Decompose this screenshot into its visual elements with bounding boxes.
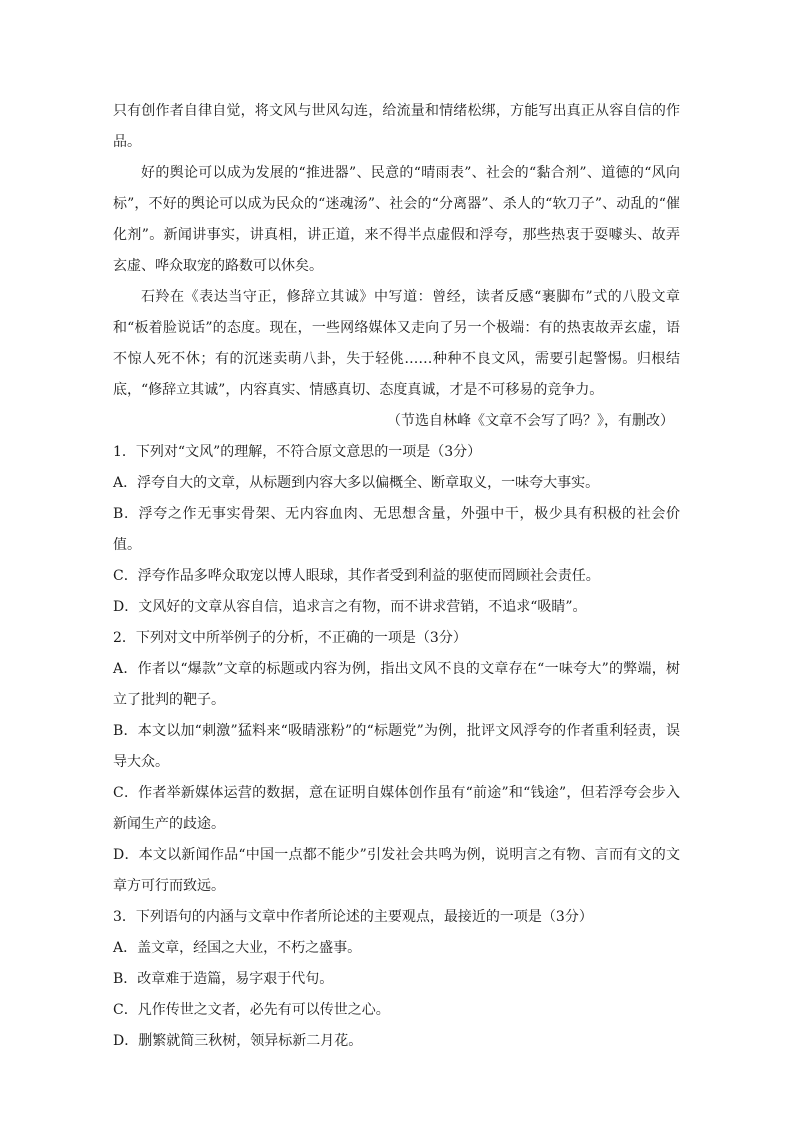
question-3-option-b: B．改章难于造篇，易字艰于代句。	[113, 971, 334, 987]
question-2-option-a: A．作者以“爆款”文章的标题或内容为例，指出文风不良的文章存在“一味夸大”的弊端，树立了批判的靶子。	[113, 661, 680, 708]
passage-paragraph-3: 石羚在《表达当守正，修辞立其诚》中写道：曾经，读者反感“裹脚布”式的八股文章和“板着脸说话”的态度。现在，一些网络媒体又走向了另一个极端：有的热衷故弄玄虚，语不惊人死不休；有的沉迷卖萌八卦，失于轻佻……种种不良文风，需要引起警惕。归根结底，“修辞立其诚”，内容真实、情感真切、态度真诚，才是不可移易的竞争力。	[113, 289, 680, 398]
passage-paragraph-2: 好的舆论可以成为发展的“推进器”、民意的“晴雨表”、社会的“黏合剂”、道德的“风向标”，不好的舆论可以成为民众的“迷魂汤”、社会的“分离器”、杀人的“软刀子”、动乱的“催化剂”。新闻讲事实，讲真相，讲正道，来不得半点虚假和浮夸，那些热衷于耍噱头、故弄玄虚、哗众取宠的路数可以休矣。	[113, 165, 680, 274]
question-1-option-c: C．浮夸作品多哗众取宠以博人眼球，其作者受到利益的驱使而罔顾社会责任。	[113, 568, 600, 584]
question-3-option-a: A．盖文章，经国之大业，不朽之盛事。	[113, 940, 362, 956]
exam-page	[113, 96, 680, 1057]
question-2-option-b: B．本文以加“刺激”猛料来“吸睛涨粉”的“标题党”为例，批评文风浮夸的作者重利轻责，误导大众。	[113, 723, 680, 770]
question-1-option-b: B．浮夸之作无事实骨架、无内容血肉、无思想含量，外强中干，极少具有积极的社会价值。	[113, 506, 680, 553]
question-2-stem: 2．下列对文中所举例子的分析，不正确的一项是（3分）	[113, 630, 467, 646]
question-1-option-d: D．文风好的文章从容自信，追求言之有物，而不讲求营销，不追求“吸睛”。	[113, 599, 587, 615]
passage-source: （节选自林峰《文章不会写了吗？》，有删改）	[387, 413, 674, 429]
question-1-option-a: A．浮夸自大的文章，从标题到内容大多以偏概全、断章取义，一味夸大事实。	[113, 475, 600, 491]
question-3-stem: 3．下列语句的内涵与文章中作者所论述的主要观点，最接近的一项是（3分）	[113, 909, 593, 925]
question-2-option-c: C．作者举新媒体运营的数据，意在证明自媒体创作虽有“前途”和“钱途”，但若浮夸会步入新闻生产的歧途。	[113, 785, 680, 832]
question-3-option-d: D．删繁就简三秋树，领异标新二月花。	[113, 1033, 363, 1049]
question-3-option-c: C．凡作传世之文者，必先有可以传世之心。	[113, 1002, 390, 1018]
question-1-stem: 1．下列对“文风”的理解，不符合原文意思的一项是（3分）	[113, 444, 482, 460]
passage-paragraph-1: 只有创作者自律自觉，将文风与世风勾连，给流量和情绪松绑，方能写出真正从容自信的作品。	[113, 103, 680, 150]
question-2-option-d: D．本文以新闻作品“中国一点都不能少”引发社会共鸣为例，说明言之有物、言而有文的文章方可行而致远。	[113, 847, 680, 894]
